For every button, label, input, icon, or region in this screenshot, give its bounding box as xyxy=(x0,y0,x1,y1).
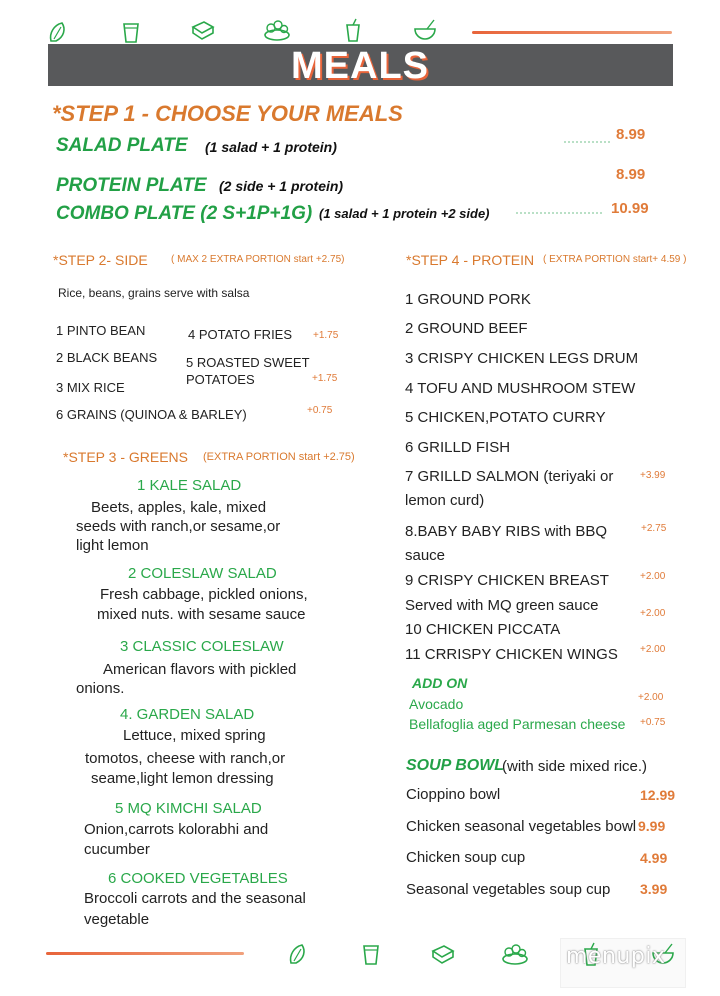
green-item-desc: light lemon xyxy=(76,537,149,554)
step3-heading: *STEP 3 - GREENS xyxy=(63,449,189,465)
green-item-desc: seame,light lemon dressing xyxy=(91,770,274,787)
box-icon xyxy=(190,17,216,43)
step2-subtitle: Rice, beans, grains serve with salsa xyxy=(58,286,250,300)
addon-item-price: +2.00 xyxy=(638,692,664,703)
protein-item-price: +2.00 xyxy=(640,608,666,619)
protein-item: 3 CRISPY CHICKEN LEGS DRUM xyxy=(405,350,639,367)
soup-item-price: 9.99 xyxy=(638,818,666,834)
side-item-price: +1.75 xyxy=(312,373,338,384)
protein-item: 7 GRILLD SALMON (teriyaki or xyxy=(405,468,614,485)
addon-heading: ADD ON xyxy=(412,675,468,691)
protein-item: 9 CRISPY CHICKEN BREAST xyxy=(405,572,609,589)
addon-item-price: +0.75 xyxy=(640,717,666,728)
green-item-name: 5 MQ KIMCHI SALAD xyxy=(115,800,262,817)
green-item-desc: Lettuce, mixed spring xyxy=(123,727,266,744)
cup-icon xyxy=(358,941,384,967)
step1-heading: *STEP 1 - CHOOSE YOUR MEALS xyxy=(52,101,403,126)
protein-item: 1 GROUND PORK xyxy=(405,291,531,308)
soup-icon xyxy=(412,17,438,43)
drink-icon xyxy=(340,17,366,43)
soup-subheading: (with side mixed rice.) xyxy=(502,758,648,775)
plant-icon xyxy=(46,19,72,45)
combo-plate-desc: (1 salad + 1 protein +2 side) xyxy=(319,206,490,221)
protein-item-price: +2.00 xyxy=(640,571,666,582)
salad-icon xyxy=(500,941,530,967)
page-title: MEALS xyxy=(291,45,429,87)
green-item-name: 4. GARDEN SALAD xyxy=(120,706,255,723)
soup-item: Chicken soup cup xyxy=(406,849,526,866)
plant-icon xyxy=(286,941,312,967)
side-item: 4 POTATO FRIES xyxy=(188,327,293,342)
bottom-accent-rule xyxy=(46,952,244,955)
soup-item: Chicken seasonal vegetables bowl xyxy=(406,818,637,835)
side-item-cont: POTATOES xyxy=(186,372,255,387)
protein-item: 11 CRRISPY CHICKEN WINGS xyxy=(405,646,618,663)
step3-note: (EXTRA PORTION start +2.75) xyxy=(203,451,355,463)
side-item-price: +1.75 xyxy=(313,330,339,341)
green-item-desc: Onion,carrots kolorabhi and xyxy=(84,821,269,838)
salad-plate-desc: (1 salad + 1 protein) xyxy=(205,139,337,155)
side-item: 2 BLACK BEANS xyxy=(56,350,158,365)
green-item-desc: cucumber xyxy=(84,841,150,858)
green-item-desc: American flavors with pickled xyxy=(103,661,297,678)
green-item-desc: seeds with ranch,or sesame,or xyxy=(76,518,281,535)
green-item-desc: Beets, apples, kale, mixed xyxy=(91,499,267,516)
green-item-desc: Fresh cabbage, pickled onions, xyxy=(100,586,308,603)
protein-item: 6 GRILLD FISH xyxy=(405,439,511,456)
green-item-desc: tomotos, cheese with ranch,or xyxy=(85,750,286,767)
protein-plate-name: PROTEIN PLATE xyxy=(56,175,207,196)
step4-heading: *STEP 4 - PROTEIN xyxy=(406,252,535,268)
salad-plate-price: 8.99 xyxy=(616,126,646,143)
addon-item: Bellafoglia aged Parmesan cheese xyxy=(409,716,626,732)
green-item-desc: mixed nuts. with sesame sauce xyxy=(97,606,306,623)
green-item-name: 1 KALE SALAD xyxy=(137,477,242,494)
protein-item-price: +3.99 xyxy=(640,470,666,481)
side-item: 1 PINTO BEAN xyxy=(56,323,146,338)
protein-item: 8.BABY BABY RIBS with BBQ xyxy=(405,523,608,540)
green-item-name: 3 CLASSIC COLESLAW xyxy=(120,638,284,655)
dot-leader xyxy=(516,212,602,214)
salad-plate-name: SALAD PLATE xyxy=(56,135,188,156)
soup-item: Seasonal vegetables soup cup xyxy=(406,881,611,898)
soup-item-price: 3.99 xyxy=(640,881,668,897)
green-item-name: 2 COLESLAW SALAD xyxy=(128,565,277,582)
side-item-price: +0.75 xyxy=(307,405,333,416)
side-item: 3 MIX RICE xyxy=(56,380,125,395)
step4-note: ( EXTRA PORTION start+ 4.59 ) xyxy=(543,254,687,265)
protein-item-price: +2.75 xyxy=(641,523,667,534)
protein-item: 10 CHICKEN PICCATA xyxy=(405,621,561,638)
dot-leader xyxy=(564,141,610,143)
protein-item: 5 CHICKEN,POTATO CURRY xyxy=(405,409,606,426)
side-item: 6 GRAINS (QUINOA & BARLEY) xyxy=(56,407,247,422)
cup-icon xyxy=(118,19,144,45)
protein-item-cont: sauce xyxy=(405,547,446,564)
protein-item: 2 GROUND BEEF xyxy=(405,320,528,337)
green-item-name: 6 COOKED VEGETABLES xyxy=(108,870,288,887)
top-accent-rule xyxy=(472,31,672,34)
soup-item: Cioppino bowl xyxy=(406,786,501,803)
salad-icon xyxy=(262,17,292,43)
soup-item-price: 12.99 xyxy=(640,787,676,803)
soup-heading: SOUP BOWL xyxy=(406,757,505,774)
combo-plate-price: 10.99 xyxy=(611,200,649,217)
step2-heading: *STEP 2- SIDE xyxy=(53,252,148,268)
protein-item-price: +2.00 xyxy=(640,644,666,655)
protein-plate-price: 8.99 xyxy=(616,166,646,183)
green-item-desc: Broccoli carrots and the seasonal xyxy=(84,890,306,907)
soup-item-price: 4.99 xyxy=(640,850,668,866)
protein-item: Served with MQ green sauce xyxy=(405,597,599,614)
protein-item: 4 TOFU AND MUSHROOM STEW xyxy=(405,380,636,397)
box-icon xyxy=(430,941,456,967)
green-item-desc: onions. xyxy=(76,680,125,697)
combo-plate-name: COMBO PLATE (2 S+1P+1G) xyxy=(56,203,313,224)
side-item: 5 ROASTED SWEET xyxy=(186,355,310,370)
green-item-desc: vegetable xyxy=(84,911,150,928)
protein-plate-desc: (2 side + 1 protein) xyxy=(219,178,344,194)
protein-item-cont: lemon curd) xyxy=(405,492,485,509)
step2-note: ( MAX 2 EXTRA PORTION start +2.75) xyxy=(171,254,345,265)
watermark-logo: menupix xyxy=(566,944,666,969)
addon-item: Avocado xyxy=(409,696,464,712)
